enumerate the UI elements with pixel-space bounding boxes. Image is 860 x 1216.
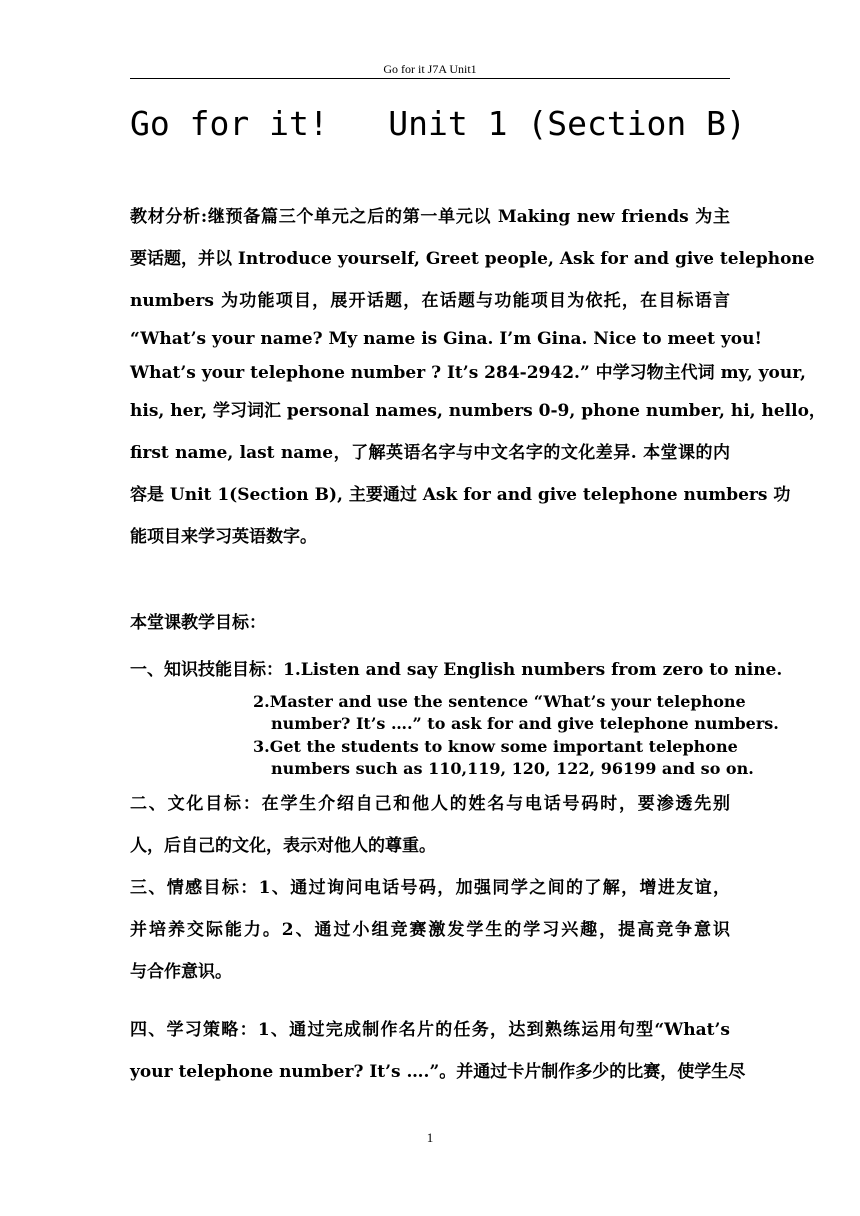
- analysis-line: 要话题，并以 Introduce yourself, Greet people, Ask for and give telephone: [130, 249, 815, 269]
- goals-title: 本堂课教学目标：: [130, 613, 266, 633]
- analysis-line: 容是 Unit 1(Section B), 主要通过 Ask for and give telephone numbers 功: [130, 485, 791, 505]
- emotion-goal: [130, 867, 730, 993]
- emotion-goal-line: 三、情感目标：1、通过询问电话号码，加强同学之间的了解，增进友谊，: [130, 878, 730, 898]
- analysis-line: numbers 为功能项目，展开话题，在话题与功能项目为依托，在目标语言: [130, 291, 730, 311]
- knowledge-goal-3-line: numbers such as 110,119, 120, 122, 96199 and so on.: [271, 759, 754, 778]
- analysis-line: his, her, 学习词汇 personal names, numbers 0-9, phone number, hi, hello，: [130, 401, 826, 421]
- culture-goal-line: 人，后自己的文化，表示对他人的尊重。: [130, 836, 436, 856]
- header-rule: [130, 78, 730, 79]
- analysis-line: What’s your telephone number ? It’s 284-2942.” 中学习物主代词 my, your,: [130, 363, 806, 383]
- strategy-goal-line: your telephone number? It’s ….”。并通过卡片制作多少的比赛，使学生尽: [130, 1062, 746, 1082]
- analysis-line: 能项目来学习英语数字。: [130, 527, 317, 547]
- analysis-paragraph: [130, 196, 826, 558]
- emotion-goal-line: 并培养交际能力。2、通过小组竞赛激发学生的学习兴趣，提高竞争意识: [130, 920, 730, 940]
- analysis-line: 教材分析:继预备篇三个单元之后的第一单元以 Making new friends 为主: [130, 207, 730, 227]
- knowledge-goal-3-line: 3.Get the students to know some important telephone: [253, 737, 738, 756]
- strategy-goal: [130, 1009, 746, 1093]
- knowledge-goal-heading: 一、知识技能目标：1.Listen and say English numbers from zero to nine.: [130, 660, 783, 680]
- strategy-goal-line: 四、学习策略：1、通过完成制作名片的任务，达到熟练运用句型“What’s: [130, 1020, 730, 1040]
- knowledge-goal-2-line: 2.Master and use the sentence “What’s your telephone: [253, 692, 746, 711]
- analysis-line: “What’s your name? My name is Gina. I’m Gina. Nice to meet you!: [130, 329, 762, 349]
- analysis-line: first name, last name，了解英语名字与中文名字的文化差异. 本堂课的内: [130, 443, 730, 463]
- knowledge-goal-3: [253, 736, 754, 780]
- knowledge-goal-2-line: number? It’s ….” to ask for and give telephone numbers.: [271, 714, 779, 733]
- running-header: Go for it J7A Unit1: [383, 62, 477, 76]
- emotion-goal-line: 与合作意识。: [130, 962, 232, 982]
- culture-goal: [130, 783, 730, 867]
- culture-goal-line: 二、文化目标：在学生介绍自己和他人的姓名与电话号码时，要渗透先别: [130, 794, 730, 814]
- page-number: 1: [426, 1130, 434, 1145]
- knowledge-goal-2: [253, 691, 779, 735]
- page-title: Go for it! Unit 1 (Section B): [130, 104, 746, 143]
